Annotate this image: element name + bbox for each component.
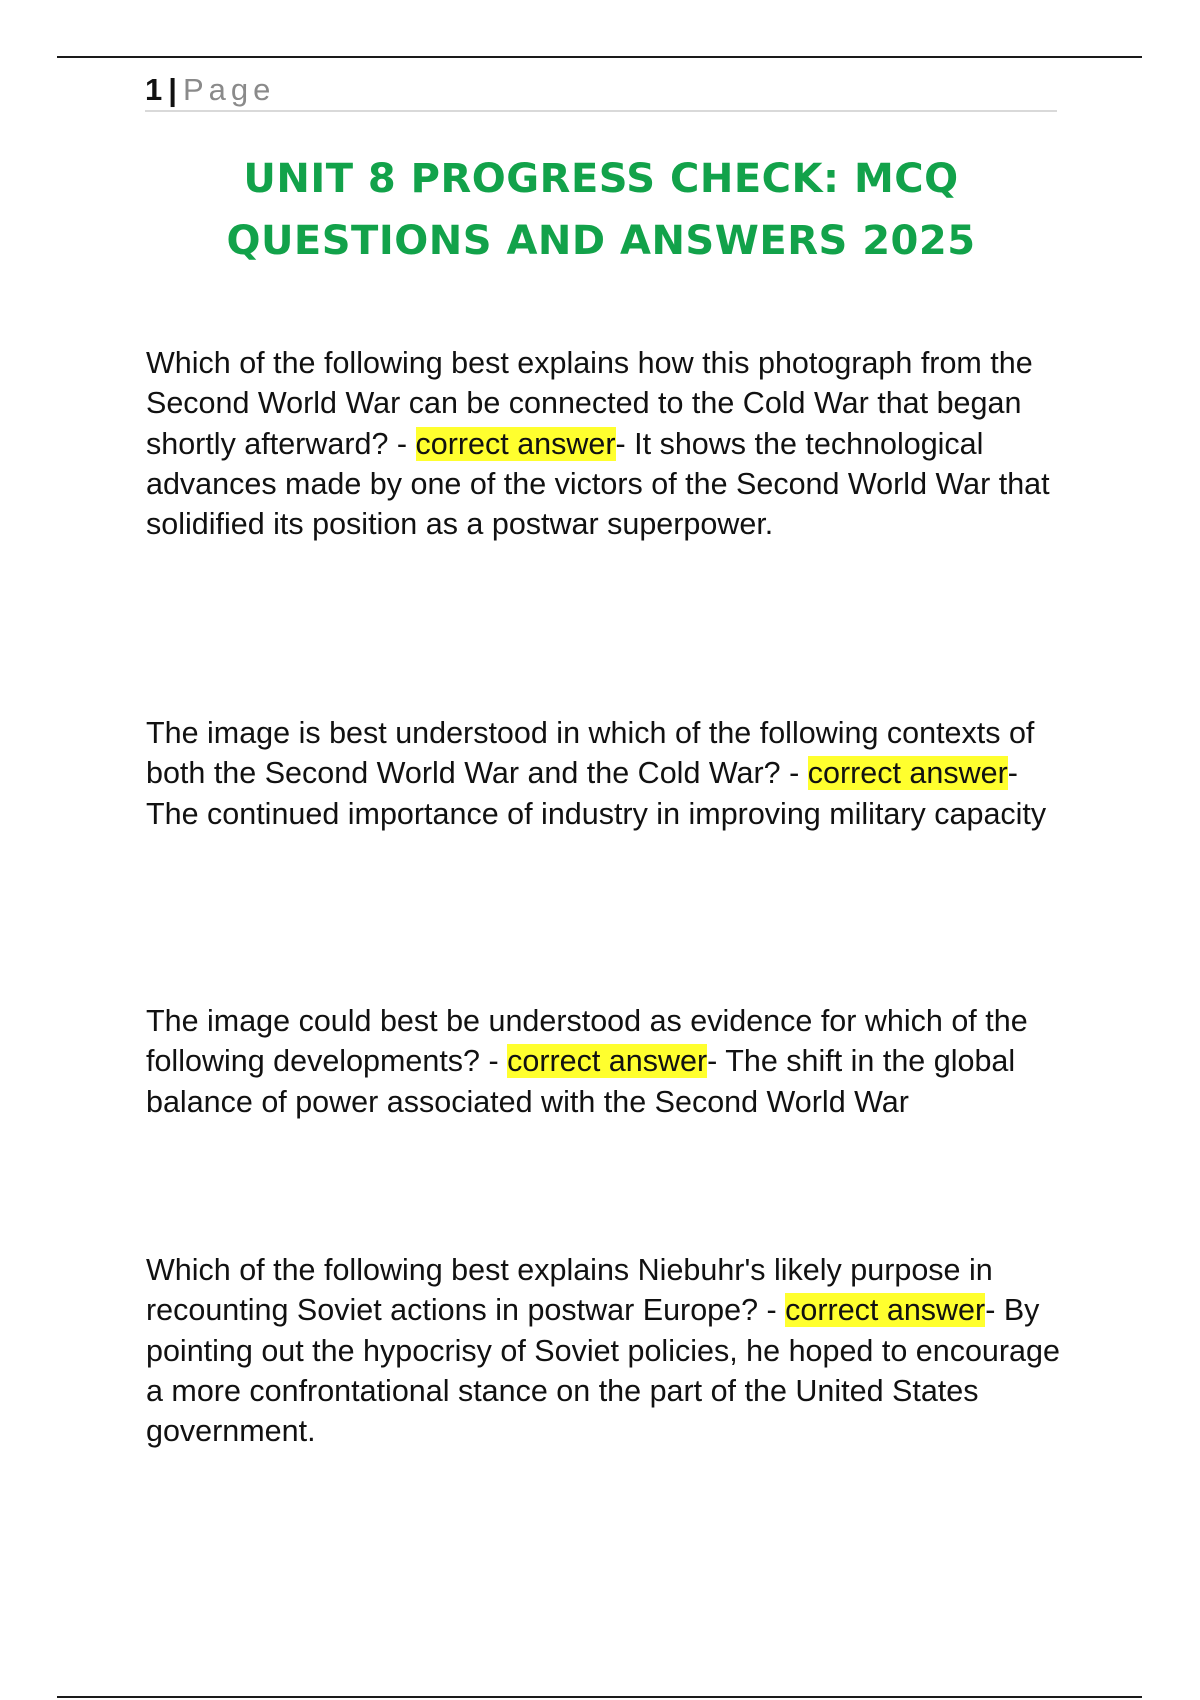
answer-text: - The shift in the global balance of power associated with the Second World War — [146, 1044, 1016, 1119]
correct-answer-marker: correct answer — [415, 426, 616, 461]
qa-item — [146, 713, 1066, 834]
correct-answer-marker: correct answer — [807, 756, 1008, 791]
answer-text: - The continued importance of industry in improving military capacity — [146, 756, 1047, 831]
page-header — [145, 70, 1057, 112]
document-title: UNIT 8 PROGRESS CHECK: MCQ QUESTIONS AND ANSWERS 2025 — [226, 156, 976, 264]
page-number: 1 — [145, 72, 163, 107]
page-label: Page — [182, 72, 276, 107]
qa-item — [146, 343, 1066, 544]
correct-answer-marker: correct answer — [785, 1293, 986, 1328]
top-rule — [57, 56, 1142, 58]
answer-text: - It shows the technological advances made by one of the victors of the Second World War that solidified its position as a postwar superpower. — [146, 426, 1050, 542]
question-text: The image is best understood in which of the following contexts of both the Second World War and the Cold War? - — [146, 716, 1035, 791]
answer-text: - By pointing out the hypocrisy of Soviet policies, he hoped to encourage a more confrontational stance on the part of the United States government. — [146, 1293, 1060, 1449]
question-text: The image could best be understood as evidence for which of the following developments? - — [146, 1004, 1028, 1079]
page-separator: | — [168, 72, 177, 107]
bottom-rule — [57, 1696, 1142, 1698]
qa-item — [146, 1250, 1066, 1451]
correct-answer-marker: correct answer — [507, 1044, 708, 1079]
question-text: Which of the following best explains how this photograph from the Second World War can be connected to the Cold War that began shortly afterward? - — [146, 346, 1033, 461]
question-text: Which of the following best explains Niebuhr's likely purpose in recounting Soviet actions in postwar Europe? - — [146, 1253, 993, 1328]
qa-item — [146, 1001, 1066, 1122]
